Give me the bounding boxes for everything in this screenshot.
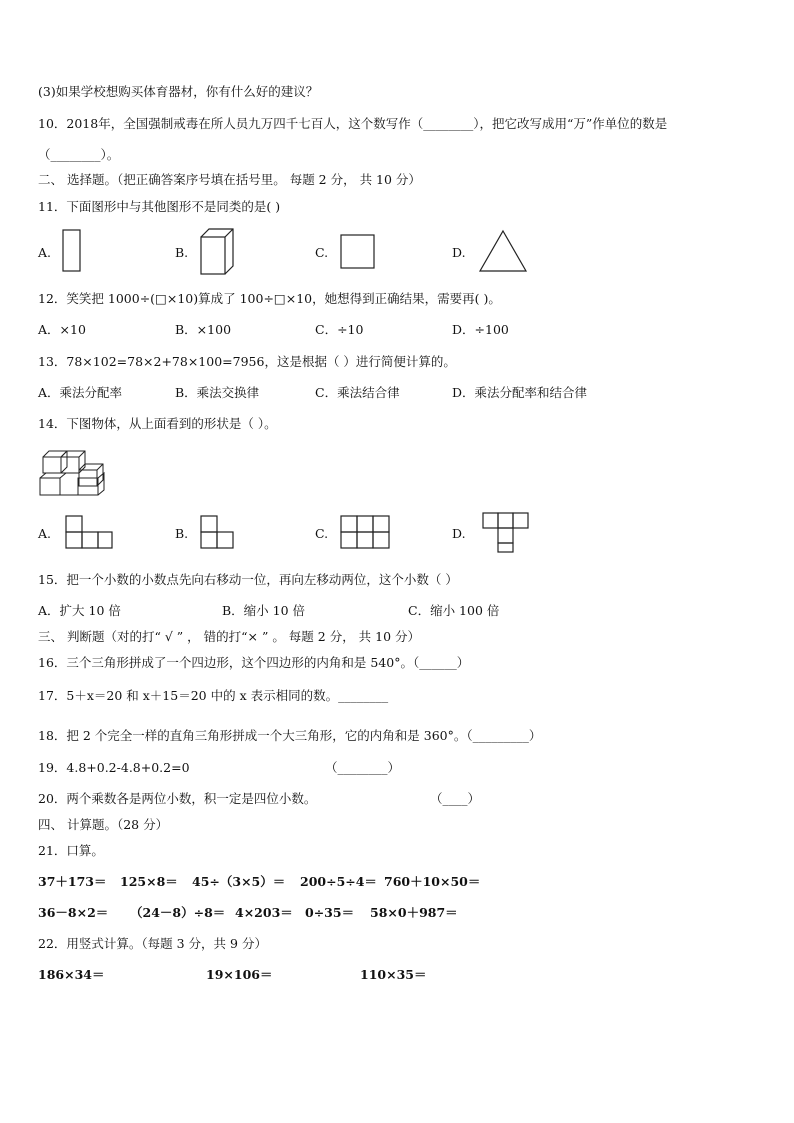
question-10-line-2: （________）。 bbox=[38, 147, 120, 162]
q14-option-c-label: C. bbox=[315, 526, 329, 541]
question-9-part-3: (3)如果学校想购买体育器材，你有什么好的建议？ bbox=[38, 84, 319, 99]
q15-option-c: C．缩小 100 倍 bbox=[408, 603, 500, 618]
question-21: 21．口算。 bbox=[38, 843, 104, 858]
q21-expression: （24－8）÷8＝ bbox=[130, 905, 226, 920]
q12-option-c: C．÷10 bbox=[315, 322, 364, 337]
q12-option-b: B．×100 bbox=[175, 322, 232, 337]
q21-expression: 36－8×2＝ bbox=[38, 905, 109, 920]
question-20: 20．两个乘数各是两位小数，积一定是四位小数。 bbox=[38, 791, 317, 806]
q14-cube-stack-figure bbox=[38, 446, 110, 498]
q11-triangle-figure bbox=[478, 229, 528, 273]
q13-option-c: C．乘法结合律 bbox=[315, 385, 400, 400]
q14-option-d-shape bbox=[482, 512, 532, 554]
q21-expression: 58×0＋987＝ bbox=[370, 905, 458, 920]
q11-option-d-label: D. bbox=[452, 245, 466, 260]
q11-square-figure bbox=[340, 234, 376, 270]
q14-option-a-shape bbox=[65, 515, 115, 551]
q21-expression: 0÷35＝ bbox=[305, 905, 355, 920]
q22-expression: 19×106＝ bbox=[206, 967, 273, 982]
q12-option-d: D．÷100 bbox=[452, 322, 509, 337]
question-15: 15．把一个小数的小数点先向右移动一位，再向左移动两位，这个小数（ ） bbox=[38, 572, 458, 587]
q21-expression: 45÷（3×5）＝ bbox=[192, 874, 286, 889]
q12-option-a: A．×10 bbox=[38, 322, 86, 337]
section-4-heading: 四、 计算题。（28 分） bbox=[38, 817, 169, 832]
q14-option-b-label: B. bbox=[175, 526, 189, 541]
q22-expression: 110×35＝ bbox=[360, 967, 427, 982]
q22-expression: 186×34＝ bbox=[38, 967, 105, 982]
question-12: 12．笑笑把 1000÷(□×10)算成了 100÷□×10，她想得到正确结果，需要再( )。 bbox=[38, 291, 501, 306]
q11-cuboid-figure bbox=[200, 228, 236, 276]
question-17: 17．5＋x＝20 和 x＋15＝20 中的 x 表示相同的数。________ bbox=[38, 688, 389, 703]
question-13: 13．78×102=78×2+78×100=7956，这是根据（ ）进行简便计算的。 bbox=[38, 354, 456, 369]
q13-option-d: D．乘法分配率和结合律 bbox=[452, 385, 588, 400]
question-20-answer-blank: （____） bbox=[430, 791, 481, 806]
section-3-heading: 三、 判断题（对的打“ √ ” ， 错的打“× ” 。 每题 2 分， 共 10 分） bbox=[38, 629, 421, 644]
question-14: 14．下图物体，从上面看到的形状是（ ）。 bbox=[38, 416, 277, 431]
question-22: 22．用竖式计算。（每题 3 分，共 9 分） bbox=[38, 936, 267, 951]
q21-expression: 37＋173＝ bbox=[38, 874, 107, 889]
q13-option-a: A．乘法分配率 bbox=[38, 385, 123, 400]
question-18: 18．把 2 个完全一样的直角三角形拼成一个大三角形，它的内角和是 360°。（_________） bbox=[38, 728, 542, 743]
q21-expression: 125×8＝ bbox=[120, 874, 178, 889]
q21-expression: 760＋10×50＝ bbox=[384, 874, 481, 889]
question-10-line-1: 10．2018年，全国强制戒毒在所人员九万四千七百人，这个数写作（________），把它改写成用“万”作单位的数是 bbox=[38, 116, 668, 131]
q15-option-b: B．缩小 10 倍 bbox=[222, 603, 306, 618]
q14-option-d-label: D. bbox=[452, 526, 466, 541]
q14-option-b-shape bbox=[200, 515, 238, 551]
q13-option-b: B．乘法交换律 bbox=[175, 385, 260, 400]
q21-expression: 4×203＝ bbox=[235, 905, 293, 920]
q11-option-a-label: A. bbox=[38, 245, 52, 260]
section-2-heading: 二、 选择题。（把正确答案序号填在括号里。 每题 2 分， 共 10 分） bbox=[38, 172, 421, 187]
question-19: 19．4.8+0.2-4.8+0.2=0 bbox=[38, 760, 190, 775]
q11-option-c-label: C. bbox=[315, 245, 329, 260]
q21-expression: 200÷5÷4＝ bbox=[300, 874, 377, 889]
q14-option-a-label: A. bbox=[38, 526, 52, 541]
question-16: 16．三个三角形拼成了一个四边形，这个四边形的内角和是 540°。（______） bbox=[38, 655, 470, 670]
question-19-answer-blank: （________） bbox=[325, 760, 401, 775]
question-11: 11．下面图形中与其他图形不是同类的是( ) bbox=[38, 199, 281, 214]
q15-option-a: A．扩大 10 倍 bbox=[38, 603, 121, 618]
q14-option-c-shape bbox=[340, 515, 392, 551]
q11-option-b-label: B. bbox=[175, 245, 189, 260]
q11-tall-rectangle-figure bbox=[62, 229, 82, 273]
